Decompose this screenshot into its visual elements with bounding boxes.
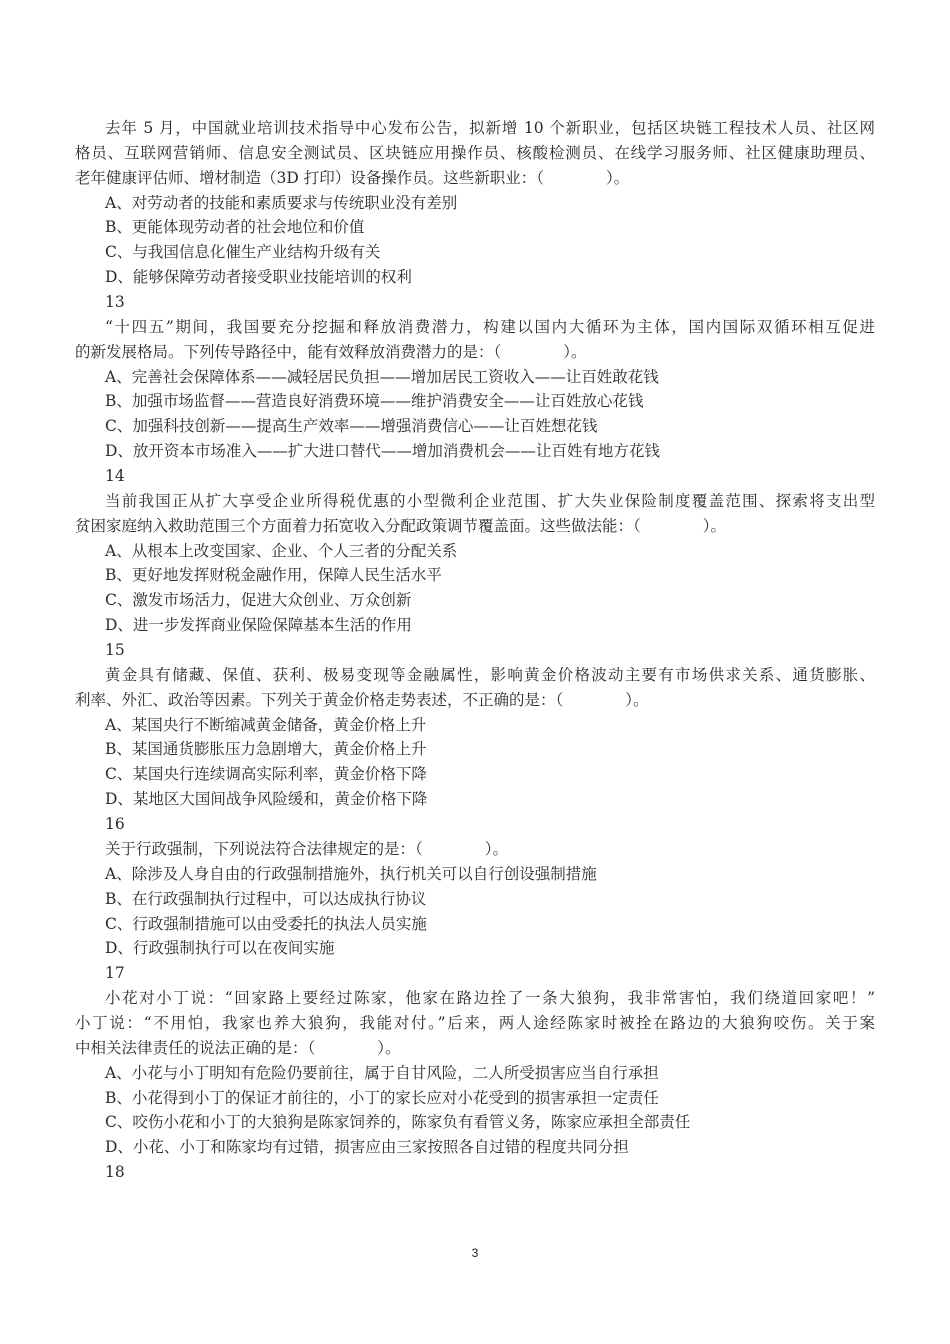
question-stem-line: 老年健康评估师、增材制造（3D 打印）设备操作员。这些新职业：（ ）。 xyxy=(75,168,630,187)
answer-option: B、更好地发挥财税金融作用，保障人民生活水平 xyxy=(105,566,442,585)
answer-option: C、加强科技创新——提高生产效率——增强消费信心——让百姓想花钱 xyxy=(105,417,598,436)
answer-option: B、加强市场监督——营造良好消费环境——维护消费安全——让百姓放心花钱 xyxy=(105,392,644,411)
question-number: 16 xyxy=(105,815,125,834)
answer-option: C、某国央行连续调高实际利率，黄金价格下降 xyxy=(105,765,427,784)
question-stem-line: 当前我国正从扩大享受企业所得税优惠的小型微利企业范围、扩大失业保险制度覆盖范围、探索将支出型 xyxy=(105,491,875,510)
question-number: 15 xyxy=(105,641,125,660)
answer-option: A、对劳动者的技能和素质要求与传统职业没有差别 xyxy=(105,193,458,212)
answer-option: B、在行政强制执行过程中，可以达成执行协议 xyxy=(105,889,427,908)
answer-option: D、能够保障劳动者接受职业技能培训的权利 xyxy=(105,268,412,287)
answer-option: A、从根本上改变国家、企业、个人三者的分配关系 xyxy=(105,541,458,560)
answer-option: A、除涉及人身自由的行政强制措施外，执行机关可以自行创设强制措施 xyxy=(105,864,597,883)
document-body xyxy=(75,116,875,1185)
question-stem-line: 小花对小丁说：“回家路上要经过陈家，他家在路边拴了一条大狼狗，我非常害怕，我们绕道回家吧！” xyxy=(105,989,875,1008)
question-stem-line: “十四五”期间，我国要充分挖掘和释放消费潜力，构建以国内大循环为主体，国内国际双循环相互促进 xyxy=(105,317,875,336)
answer-option: B、更能体现劳动者的社会地位和价值 xyxy=(105,218,365,237)
question-number: 13 xyxy=(105,293,125,312)
page-number: 3 xyxy=(471,1246,479,1260)
question-number: 18 xyxy=(105,1163,125,1182)
question-stem-line: 利率、外汇、政治等因素。下列关于黄金价格走势表述，不正确的是：（ ）。 xyxy=(75,690,649,709)
answer-option: D、某地区大国间战争风险缓和，黄金价格下降 xyxy=(105,790,428,809)
question-stem-line: 贫困家庭纳入救助范围三个方面着力拓宽收入分配政策调节覆盖面。这些做法能：（ ）。 xyxy=(75,516,727,535)
answer-option: C、行政强制措施可以由受委托的执法人员实施 xyxy=(105,914,427,933)
answer-option: B、某国通货膨胀压力急剧增大，黄金价格上升 xyxy=(105,740,427,759)
question-number: 17 xyxy=(105,964,125,983)
question-stem-line: 的新发展格局。下列传导路径中，能有效释放消费潜力的是：（ ）。 xyxy=(75,342,587,361)
answer-option: C、咬伤小花和小丁的大狼狗是陈家饲养的，陈家负有看管义务，陈家应承担全部责任 xyxy=(105,1113,691,1132)
question-stem-line: 小丁说：“不用怕，我家也养大狼狗，我能对付。”后来，两人途经陈家时被拴在路边的大狼狗咬伤。关于案 xyxy=(75,1013,875,1032)
answer-option: D、进一步发挥商业保险保障基本生活的作用 xyxy=(105,616,412,635)
answer-option: A、完善社会保障体系——减轻居民负担——增加居民工资收入——让百姓敢花钱 xyxy=(105,367,659,386)
answer-option: C、与我国信息化催生产业结构升级有关 xyxy=(105,243,381,262)
answer-option: B、小花得到小丁的保证才前往的，小丁的家长应对小花受到的损害承担一定责任 xyxy=(105,1088,659,1107)
answer-option: A、小花与小丁明知有危险仍要前往，属于自甘风险，二人所受损害应当自行承担 xyxy=(105,1063,659,1082)
question-number: 14 xyxy=(105,467,125,486)
question-stem-line: 黄金具有储藏、保值、获利、极易变现等金融属性，影响黄金价格波动主要有市场供求关系、通货膨胀、 xyxy=(105,665,875,684)
question-stem-line: 去年 5 月，中国就业培训技术指导中心发布公告，拟新增 10 个新职业，包括区块链工程技术人员、社区网 xyxy=(105,119,875,137)
question-stem-line: 格员、互联网营销师、信息安全测试员、区块链应用操作员、核酸检测员、在线学习服务师、社区健康助理员、 xyxy=(75,143,875,162)
answer-option: A、某国央行不断缩减黄金储备，黄金价格上升 xyxy=(105,715,427,734)
question-stem-line: 中相关法律责任的说法正确的是：（ ）。 xyxy=(75,1038,401,1057)
answer-option: C、激发市场活力，促进大众创业、万众创新 xyxy=(105,591,412,610)
answer-option: D、小花、小丁和陈家均有过错，损害应由三家按照各自过错的程度共同分担 xyxy=(105,1138,629,1157)
question-stem-line: 关于行政强制，下列说法符合法律规定的是：（ ）。 xyxy=(105,839,509,858)
answer-option: D、行政强制执行可以在夜间实施 xyxy=(105,939,335,958)
answer-option: D、放开资本市场准入——扩大进口替代——增加消费机会——让百姓有地方花钱 xyxy=(105,442,660,461)
